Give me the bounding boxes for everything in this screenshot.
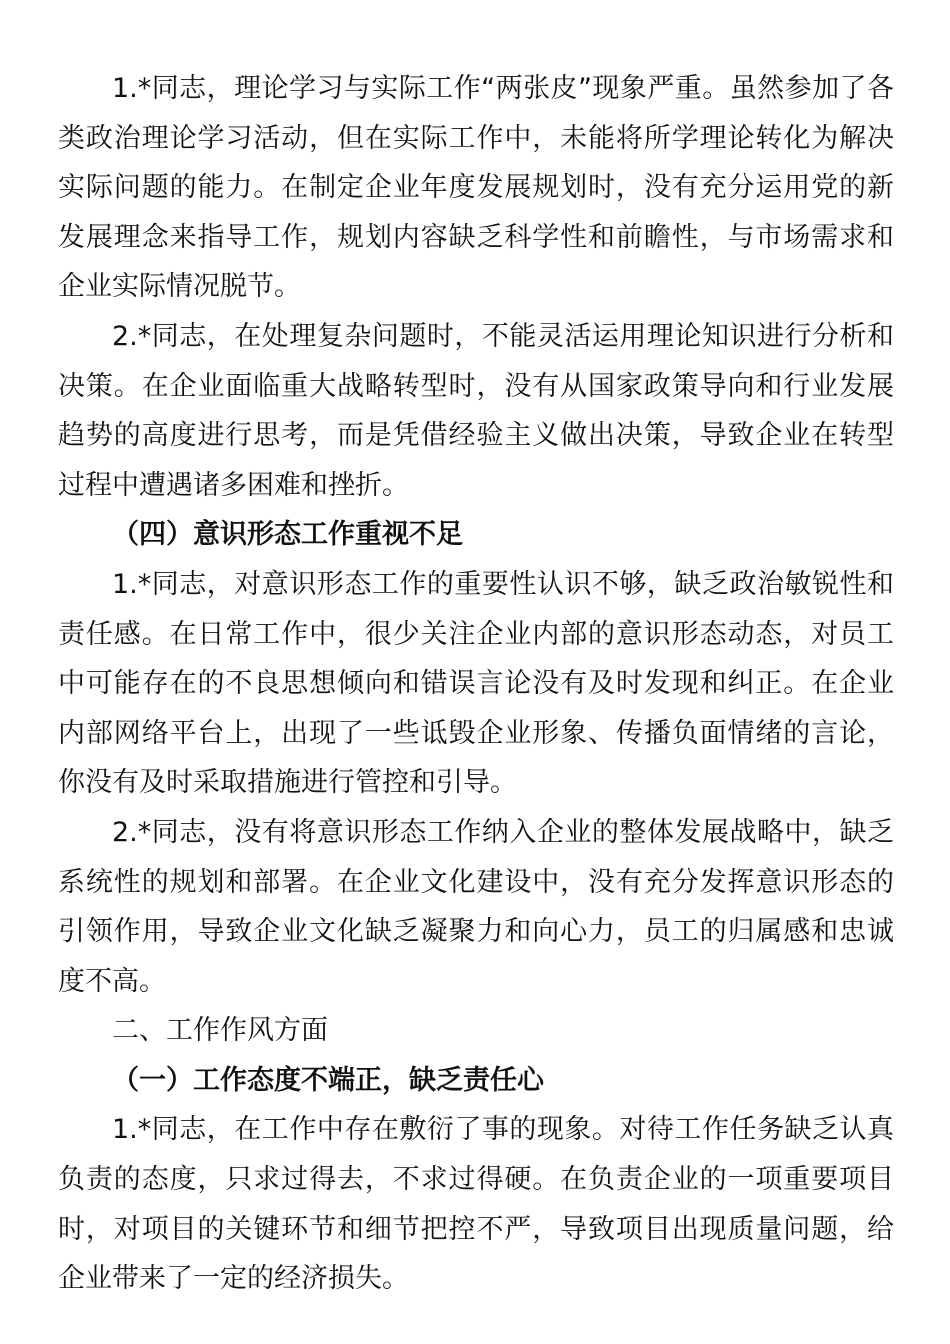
paragraph-theory-practice-gap: 1.*同志，理论学习与实际工作“两张皮”现象严重。虽然参加了各类政治理论学习活动，但在实际工作中，未能将所学理论转化为解决实际问题的能力。在制定企业年度发展规划时，没有充分运用党的新发展理念来指导工作，规划内容缺乏科学性和前瞻性，与市场需求和企业实际情况脱节。 [58, 73, 894, 303]
section-heading-ideology: （四）意识形态工作重视不足 [112, 519, 463, 551]
paragraph-perfunctory-work: 1.*同志，在工作中存在敷衍了事的现象。对待工作任务缺乏认真负责的态度，只求过得去，不求过得硬。在负责企业的一项重要项目时，对项目的关键环节和细节把控不严，导致项目出现质量问题，给企业带来了一定的经济损失。 [58, 1114, 894, 1295]
section-heading-work-attitude: （一）工作态度不端正，缺乏责任心 [112, 1064, 544, 1096]
document-body [58, 64, 894, 1304]
section-heading-work-style: 二、工作作风方面 [112, 1015, 328, 1047]
paragraph-ideology-strategy: 2.*同志，没有将意识形态工作纳入企业的整体发展战略中，缺乏系统性的规划和部署。在企业文化建设中，没有充分发挥意识形态的引领作用，导致企业文化缺乏凝聚力和向心力，员工的归属感和忠诚度不高。 [58, 816, 894, 997]
paragraph-ideology-awareness: 1.*同志，对意识形态工作的重要性认识不够，缺乏政治敏锐性和责任感。在日常工作中，很少关注企业内部的意识形态动态，对员工中可能存在的不良思想倾向和错误言论没有及时发现和纠正。在企业内部网络平台上，出现了一些诋毁企业形象、传播负面情绪的言论，你没有及时采取措施进行管控和引导。 [58, 568, 894, 799]
paragraph-complex-problems: 2.*同志，在处理复杂问题时，不能灵活运用理论知识进行分析和决策。在企业面临重大战略转型时，没有从国家政策导向和行业发展趋势的高度进行思考，而是凭借经验主义做出决策，导致企业在转型过程中遭遇诸多困难和挫折。 [58, 320, 894, 501]
